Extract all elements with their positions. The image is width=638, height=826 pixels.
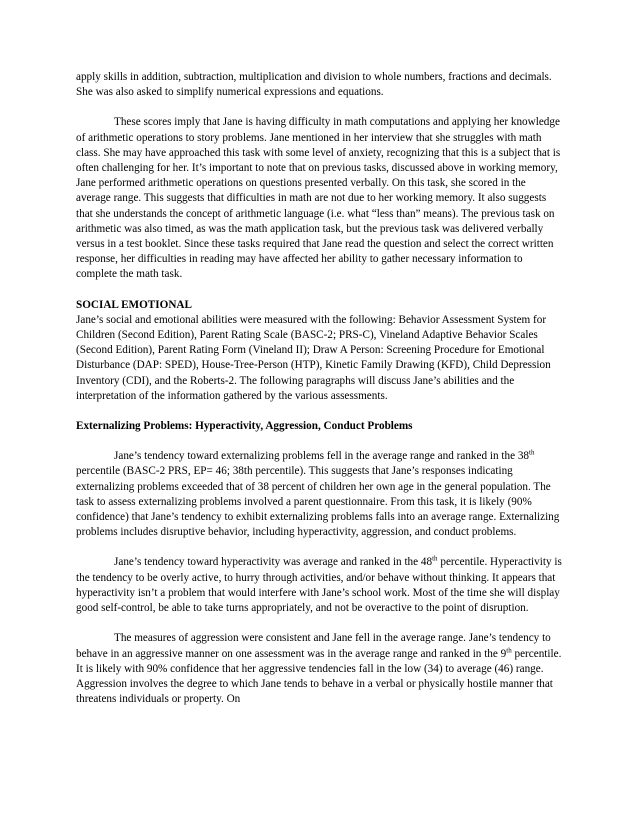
document-page [76, 70, 562, 707]
externalizing-paragraph [76, 449, 562, 540]
aggression-text-b: percentile. It is likely with 90% confidence that her aggressive tendencies fall in the low (34) to average (46) range. Aggression involves the degree to which Jane tends to behave in a verbal or physically hostile manner that threatens individuals or property. On [76, 647, 562, 706]
externalizing-text-a: Jane’s tendency toward externalizing problems fell in the average range and ranked in the 38 [114, 450, 530, 463]
aggression-text-a: The measures of aggression were consistent and Jane fell in the average range. Jane’s tendency to behave in an aggressive manner on one assessment was in the average range and ranked in the 9 [76, 632, 551, 660]
hyperactivity-paragraph [76, 555, 562, 616]
hyperactivity-text-a: Jane’s tendency toward hyperactivity was average and ranked in the 48 [114, 556, 433, 569]
hyperactivity-text-b: percentile. Hyperactivity is the tendency to be overly active, to hurry through activities, and/or behave without thinking. It appears that hyperactivity isn’t a problem that would interfere with Jane’s school work. Most of the time she will display good self-control, be able to take turns appropriately, and not be overactive to the point of disruption. [76, 556, 562, 615]
aggression-paragraph [76, 631, 562, 707]
math-interpretation-paragraph: These scores imply that Jane is having difficulty in math computations and applying her knowledge of arithmetic operations to story problems. Jane mentioned in her interview that she struggles with math class. She may have approached this task with some level of anxiety, recognizing that this is a subject that is often challenging for her. It’s important to note that on previous tasks, discussed above in working memory, Jane performed arithmetic operations on questions presented verbally. On this task, she scored in the average range. This suggests that difficulties in math are not due to her working memory. It also suggests that she understands the concept of arithmetic language (i.e. what “less than” means). The previous task on arithmetic was also timed, as was the math application task, but the previous task was delivered verbally versus in a test booklet. Since these tasks required that Jane read the question and select the correct written response, her difficulties in reading may have affected her ability to gather necessary information to complete the math task. [76, 116, 561, 281]
ordinal-suffix: th [506, 645, 512, 654]
ordinal-suffix: th [529, 448, 535, 457]
externalizing-problems-heading: Externalizing Problems: Hyperactivity, Aggression, Conduct Problems [76, 420, 413, 433]
externalizing-text-b: percentile (BASC-2 PRS, EP= 46; 38th percentile). This suggests that Jane’s responses indicating externalizing problems exceeded that of 38 percent of children her own age in the general population. The task to assess externalizing problems involved a parent questionnaire. From this task, it is likely (90% confidence) that Jane’s tendency to exhibit externalizing problems falls into an average range. Externalizing problems includes disruptive behavior, including hyperactivity, aggression, and conduct problems. [76, 465, 560, 539]
social-emotional-heading: SOCIAL EMOTIONAL [76, 298, 192, 311]
social-emotional-paragraph: Jane’s social and emotional abilities were measured with the following: Behavior Assessment System for Children (Second Edition), Parent Rating Scale (BASC-2; PRS-C), Vineland Adaptive Behavior Scales (Second Edition), Parent Rating Form (Vineland II); Draw A Person: Screening Procedure for Emotional Disturbance (DAP: SPED), House-Tree-Person (HTP), Kinetic Family Drawing (KFD), Child Depression Inventory (CDI), and the Roberts-2. The following paragraphs will discuss Jane’s abilities and the interpretation of the information gathered by the various assessments. [76, 313, 551, 402]
math-paragraph-continued: apply skills in addition, subtraction, multiplication and division to whole numbers, fractions and decimals. She was also asked to simplify numerical expressions and equations. [76, 71, 552, 99]
ordinal-suffix: th [432, 554, 438, 563]
